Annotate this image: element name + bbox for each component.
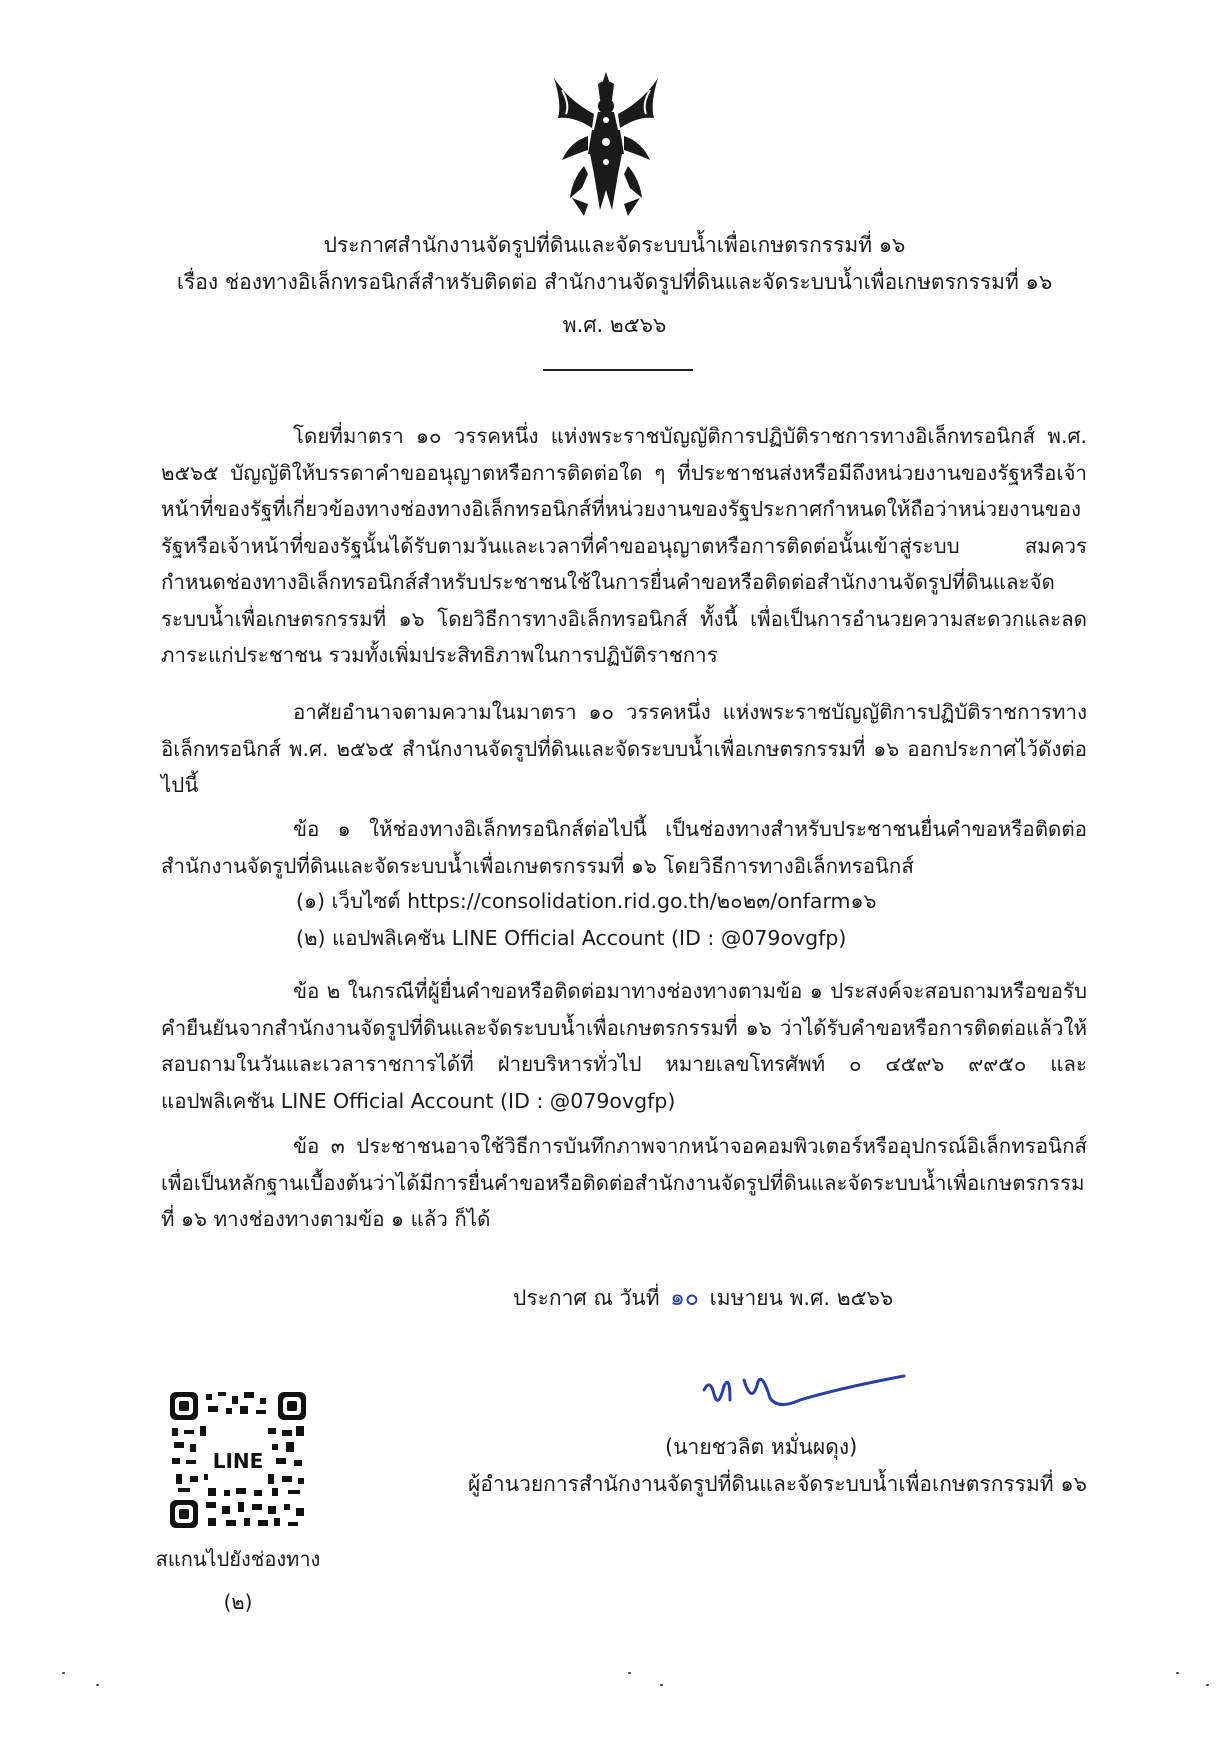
signer-title: ผู้อำนวยการสำนักงานจัดรูปที่ดินและจัดระบบน้ำเพื่อเกษตรกรรมที่ ๑๖ [468, 1472, 1087, 1496]
clause-2-paragraph: ข้อ ๒ ในกรณีที่ผู้ยื่นคำขอหรือติดต่อมาทางช่องทางตามข้อ ๑ ประสงค์จะสอบถามหรือขอรับคำยืนยันจากสำนักงานจัดรูปที่ดินและจัดระบบน้ำเพื่อเกษตรกรรมที่ ๑๖ ว่าได้รับคำขอหรือการติดต่อแล้วให้สอบถามในวันและเวลาราชการได้ที่ ฝ่ายบริหารทั่วไป หมายเลขโทรศัพท์ ๐ ๔๕๙๖ ๙๙๕๐ และแอปพลิเคชัน LINE Official Account (ID : @079ovgfp) [161, 979, 1087, 1113]
authority-paragraph: อาศัยอำนาจตามความในมาตรา ๑๐ วรรคหนึ่ง แห่งพระราชบัญญัติการปฏิบัติราชการทางอิเล็กทรอนิกส์ พ.ศ. ๒๕๖๕ สำนักงานจัดรูปที่ดินและจัดระบบน้ำเพื่อเกษตรกรรมที่ ๑๖ ออกประกาศไว้ดังต่อไปนี้ [161, 700, 1087, 797]
signature-icon [700, 1360, 910, 1430]
clause-1-paragraph: ข้อ ๑ ให้ช่องทางอิเล็กทรอนิกส์ต่อไปนี้ เป็นช่องทางสำหรับประชาชนยื่นคำขอหรือติดต่อสำนักงานจัดรูปที่ดินและจัดระบบน้ำเพื่อเกษตรกรรมที่ ๑๖ โดยวิธีการทางอิเล็กทรอนิกส์ [161, 817, 1087, 878]
date-suffix: เมษายน พ.ศ. ๒๕๖๖ [709, 1286, 894, 1310]
qr-caption-ref: (๒) [223, 1590, 253, 1614]
announcement-year: พ.ศ. ๒๕๖๖ [562, 313, 667, 337]
date-prefix: ประกาศ ณ วันที่ [513, 1286, 660, 1310]
date-day: ๑๐ [670, 1285, 699, 1311]
announcement-title: ประกาศสำนักงานจัดรูปที่ดินและจัดระบบน้ำเพื่อเกษตรกรรมที่ ๑๖ [323, 233, 906, 257]
qr-caption: สแกนไปยังช่องทาง [155, 1547, 321, 1571]
title-divider [543, 369, 693, 371]
channel-website: (๑) เว็บไซต์ https://consolidation.rid.go.th/๒๐๒๓/onfarm๑๖ [296, 889, 877, 913]
signer-name: (นายชวลิต หมั่นผดุง) [665, 1435, 858, 1459]
line-qr-code [168, 1390, 308, 1530]
announcement-date [513, 1282, 893, 1314]
announcement-subject: เรื่อง ช่องทางอิเล็กทรอนิกส์สำหรับติดต่อ สำนักงานจัดรูปที่ดินและจัดระบบน้ำเพื่อเกษตรกรรมที่ ๑๖ [176, 270, 1053, 294]
preamble-paragraph: โดยที่มาตรา ๑๐ วรรคหนึ่ง แห่งพระราชบัญญัติการปฏิบัติราชการทางอิเล็กทรอนิกส์ พ.ศ. ๒๕๖๕ บัญญัติให้บรรดาคำขออนุญาตหรือการติดต่อใด ๆ ที่ประชาชนส่งหรือมีถึงหน่วยงานของรัฐหรือเจ้าหน้าที่ของรัฐที่เกี่ยวข้องทางช่องทางอิเล็กทรอนิกส์ที่หน่วยงานของรัฐประกาศกำหนดให้ถือว่าหน่วยงานของรัฐหรือเจ้าหน้าที่ของรัฐนั้นได้รับตามวันและเวลาที่คำขออนุญาตหรือการติดต่อนั้นเข้าสู่ระบบ สมควรกำหนดช่องทางอิเล็กทรอนิกส์สำหรับประชาชนใช้ในการยื่นคำขอหรือติดต่อสำนักงานจัดรูปที่ดินและจัดระบบน้ำเพื่อเกษตรกรรมที่ ๑๖ โดยวิธีการทางอิเล็กทรอนิกส์ ทั้งนี้ เพื่อเป็นการอำนวยความสะดวกและลดภาระแก่ประชาชน รวมทั้งเพิ่มประสิทธิภาพในการปฏิบัติราชการ [161, 424, 1087, 667]
qr-line-label: LINE [212, 1449, 264, 1473]
channel-line-oa: (๒) แอปพลิเคชัน LINE Official Account (ID : @079ovgfp) [296, 926, 847, 950]
clause-3-paragraph: ข้อ ๓ ประชาชนอาจใช้วิธีการบันทึกภาพจากหน้าจอคอมพิวเตอร์หรืออุปกรณ์อิเล็กทรอนิกส์เพื่อเป็นหลักฐานเบื้องต้นว่าได้มีการยื่นคำขอหรือติดต่อสำนักงานจัดรูปที่ดินและจัดระบบน้ำเพื่อเกษตรกรรมที่ ๑๖ ทางช่องทางตามข้อ ๑ แล้ว ก็ได้ [161, 1134, 1087, 1231]
garuda-emblem-icon [548, 70, 664, 218]
